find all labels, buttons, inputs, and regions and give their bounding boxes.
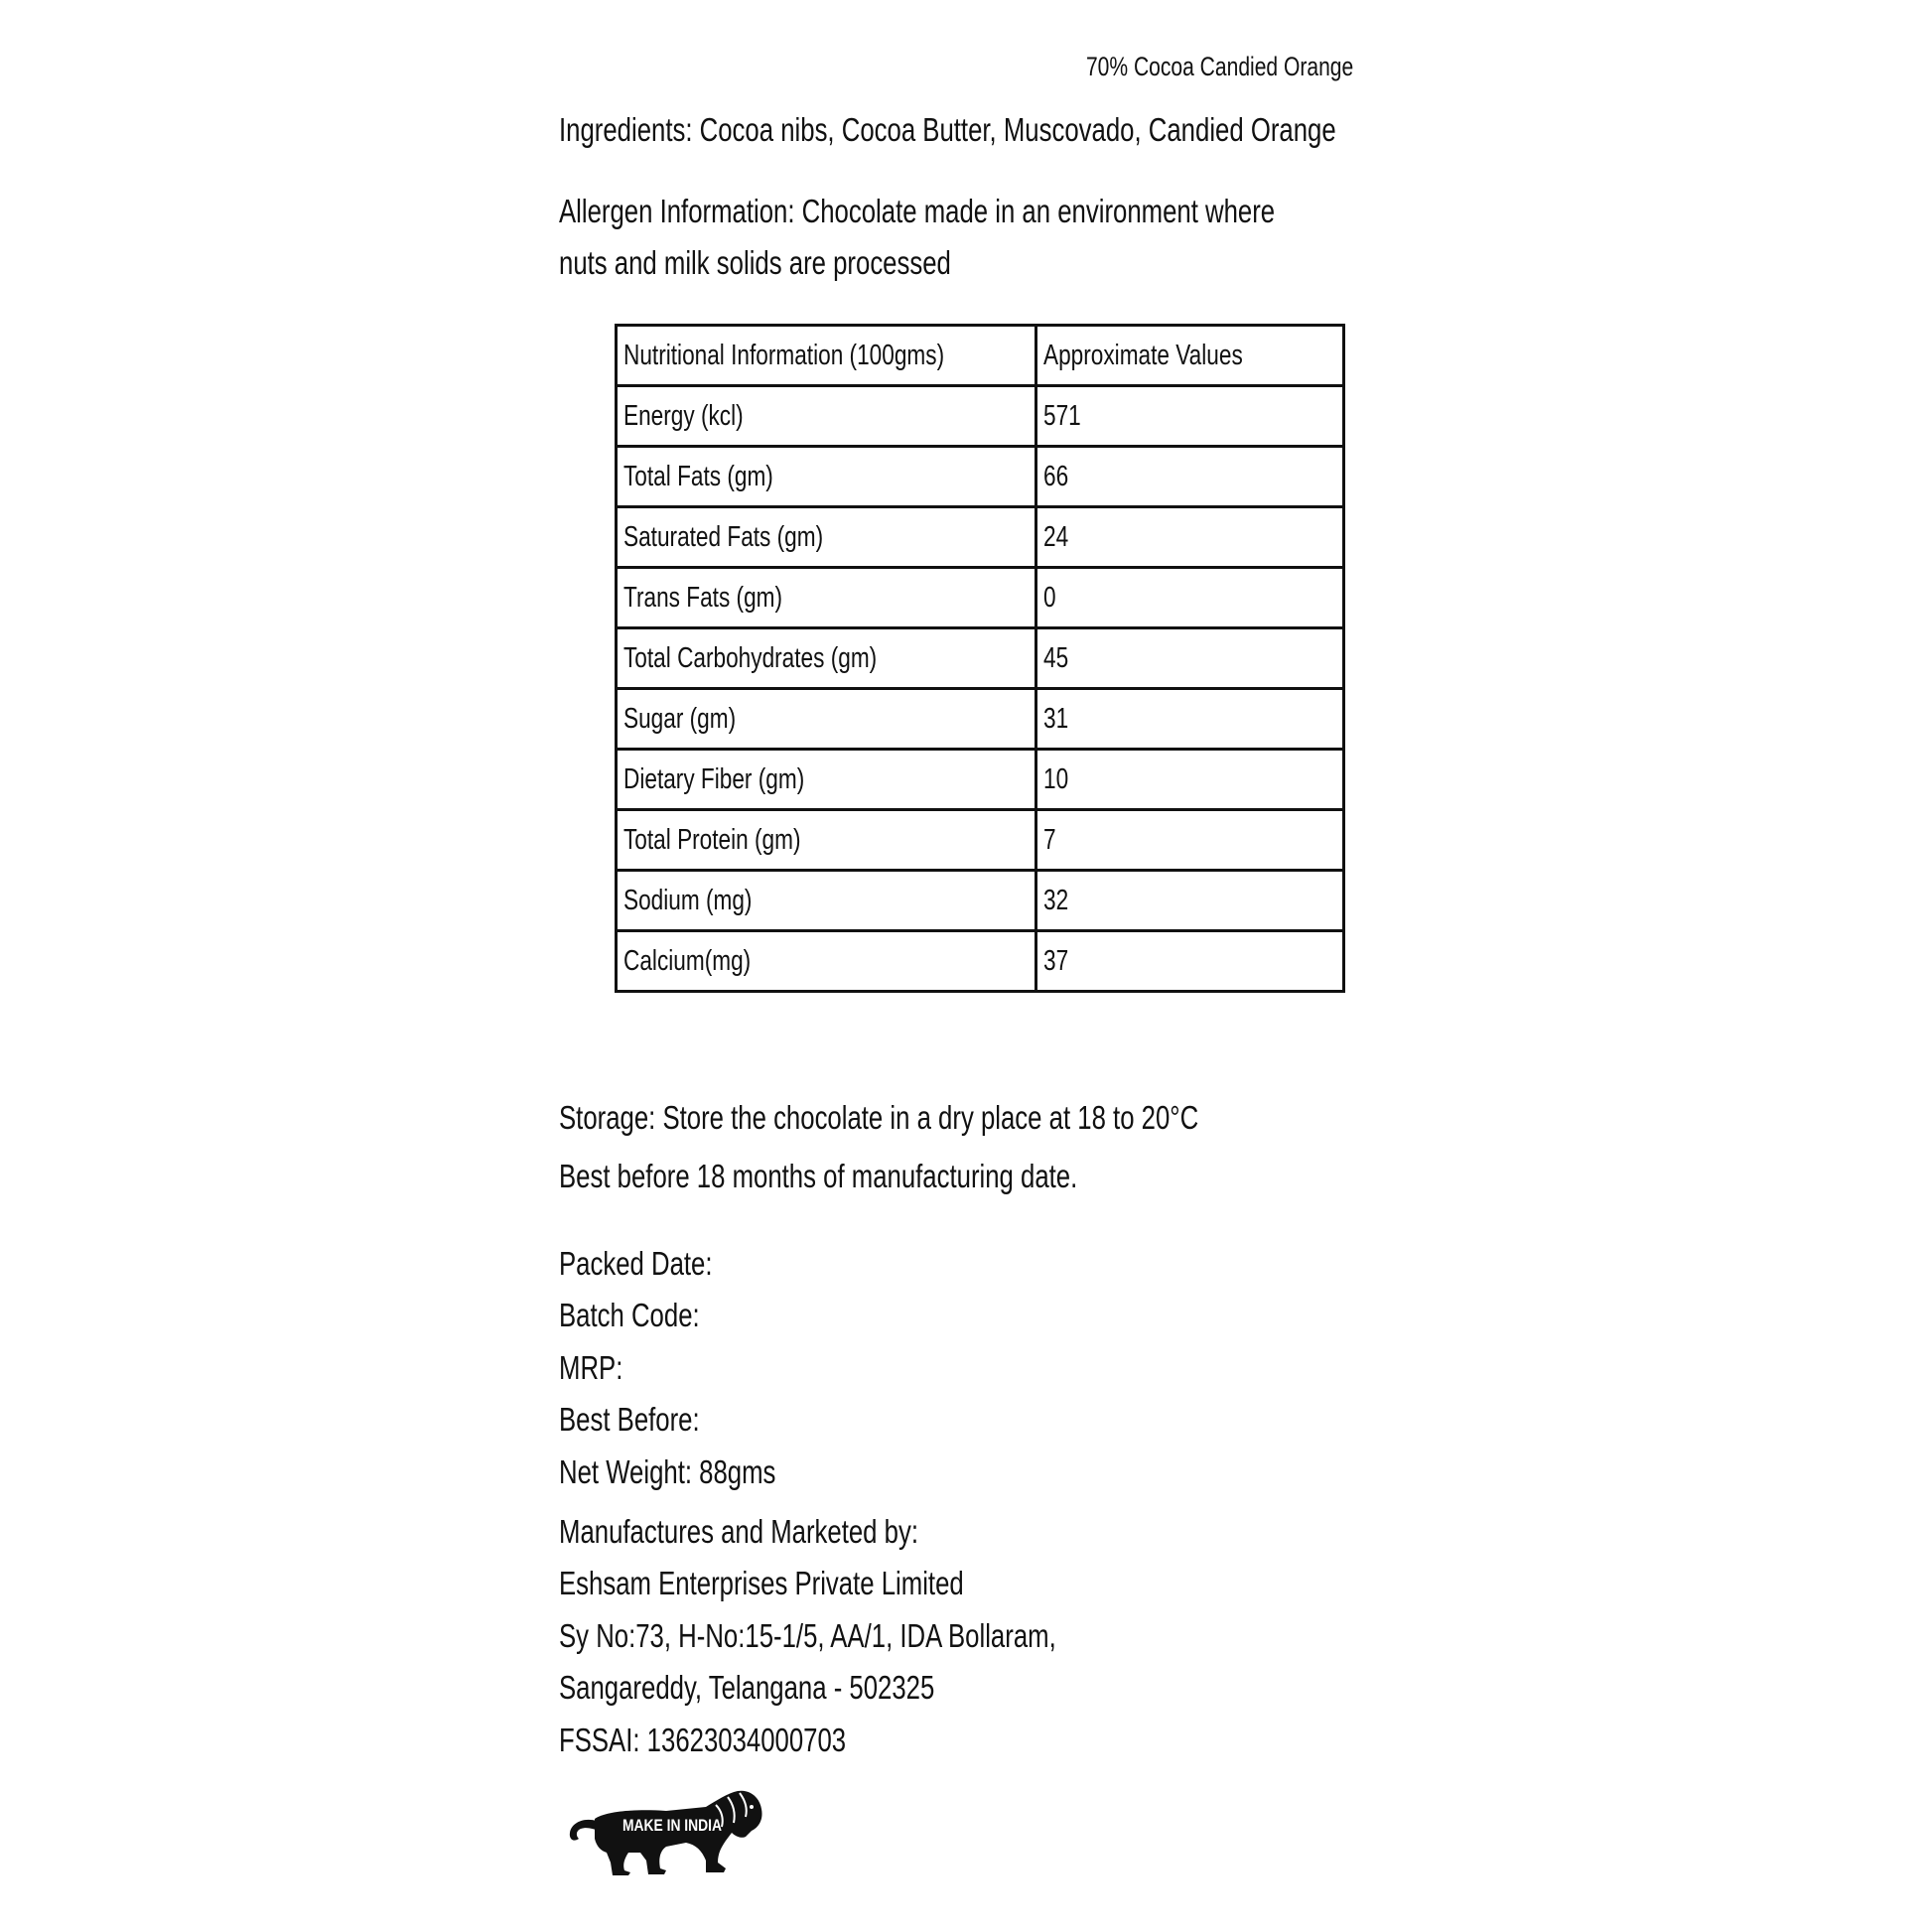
product-title: 70% Cocoa Candied Orange bbox=[1085, 52, 1353, 81]
batch-code-field: Batch Code: bbox=[559, 1297, 700, 1333]
manufacturer-address-line-2: Sangareddy, Telangana - 502325 bbox=[559, 1669, 935, 1706]
nutrient-name: Energy (kcl) bbox=[617, 386, 1036, 447]
best-before-note: Best before 18 months of manufacturing date. bbox=[559, 1158, 1078, 1194]
manufacturer-name: Eshsam Enterprises Private Limited bbox=[559, 1565, 964, 1601]
nutrient-name: Total Fats (gm) bbox=[617, 447, 1036, 507]
table-row bbox=[617, 931, 1344, 992]
nutrient-value: 24 bbox=[1036, 507, 1344, 568]
table-row bbox=[617, 750, 1344, 810]
allergen-info-line-1: Allergen Information: Chocolate made in an environment where bbox=[559, 193, 1276, 229]
nutrient-name: Total Protein (gm) bbox=[617, 810, 1036, 871]
table-row bbox=[617, 568, 1344, 628]
manufacturer-heading: Manufactures and Marketed by: bbox=[559, 1513, 918, 1550]
nutrition-table bbox=[615, 324, 1345, 993]
best-before-field: Best Before: bbox=[559, 1401, 700, 1438]
nutrient-name: Calcium(mg) bbox=[617, 931, 1036, 992]
table-row bbox=[617, 689, 1344, 750]
nutrient-name: Sodium (mg) bbox=[617, 871, 1036, 931]
table-header-value: Approximate Values bbox=[1036, 326, 1344, 386]
table-row bbox=[617, 507, 1344, 568]
net-weight-field: Net Weight: 88gms bbox=[559, 1453, 776, 1490]
nutrient-name: Total Carbohydrates (gm) bbox=[617, 628, 1036, 689]
table-header-nutrient: Nutritional Information (100gms) bbox=[617, 326, 1036, 386]
make-in-india-lion-icon bbox=[567, 1781, 765, 1875]
nutrient-value: 31 bbox=[1036, 689, 1344, 750]
manufacturer-address-line-1: Sy No:73, H-No:15-1/5, AA/1, IDA Bollaram, bbox=[559, 1617, 1056, 1654]
table-row bbox=[617, 386, 1344, 447]
nutrient-value: 37 bbox=[1036, 931, 1344, 992]
nutrient-value: 10 bbox=[1036, 750, 1344, 810]
make-in-india-logo-text: MAKE IN INDIA bbox=[622, 1816, 722, 1835]
nutrient-name: Dietary Fiber (gm) bbox=[617, 750, 1036, 810]
table-row bbox=[617, 810, 1344, 871]
nutrient-value: 7 bbox=[1036, 810, 1344, 871]
mrp-field: MRP: bbox=[559, 1349, 623, 1386]
table-header-row bbox=[617, 326, 1344, 386]
allergen-info-line-2: nuts and milk solids are processed bbox=[559, 244, 951, 281]
nutrient-value: 66 bbox=[1036, 447, 1344, 507]
nutrient-name: Sugar (gm) bbox=[617, 689, 1036, 750]
nutrient-value: 32 bbox=[1036, 871, 1344, 931]
nutrient-name: Trans Fats (gm) bbox=[617, 568, 1036, 628]
table-row bbox=[617, 871, 1344, 931]
nutrient-name: Saturated Fats (gm) bbox=[617, 507, 1036, 568]
make-in-india-logo bbox=[567, 1781, 765, 1875]
nutrient-value: 45 bbox=[1036, 628, 1344, 689]
table-row bbox=[617, 447, 1344, 507]
nutrient-value: 571 bbox=[1036, 386, 1344, 447]
table-row bbox=[617, 628, 1344, 689]
storage-info: Storage: Store the chocolate in a dry place at 18 to 20°C bbox=[559, 1099, 1199, 1136]
nutrient-value: 0 bbox=[1036, 568, 1344, 628]
fssai-number: FSSAI: 13623034000703 bbox=[559, 1722, 847, 1758]
ingredients: Ingredients: Cocoa nibs, Cocoa Butter, Muscovado, Candied Orange bbox=[559, 111, 1336, 148]
packed-date-field: Packed Date: bbox=[559, 1245, 713, 1282]
